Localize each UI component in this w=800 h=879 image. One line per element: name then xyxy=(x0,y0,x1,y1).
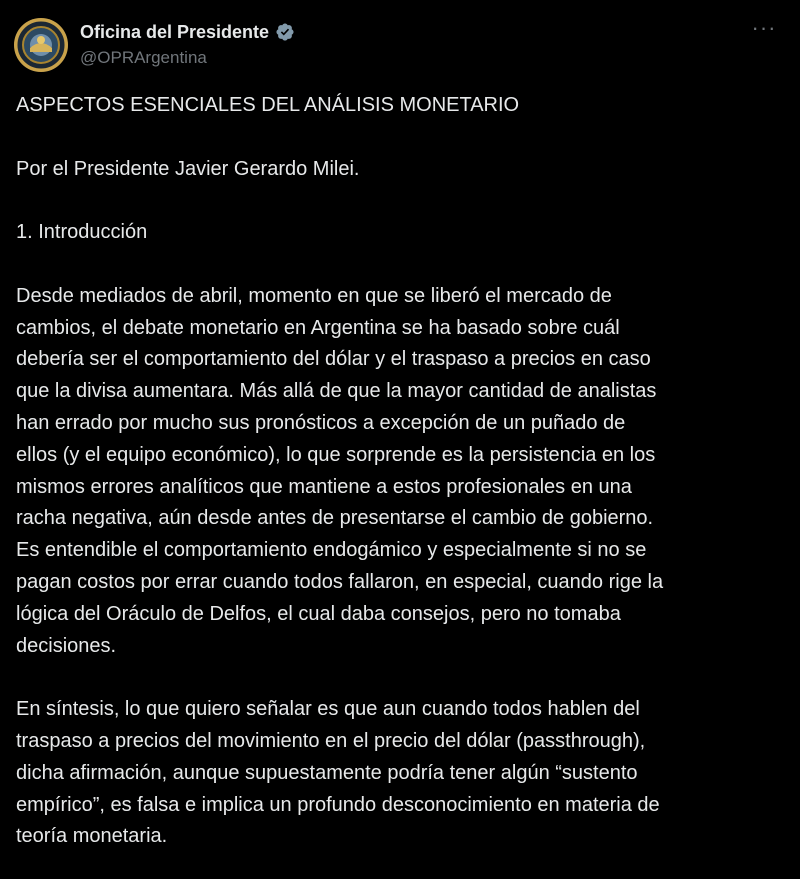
post-text-line: Es entendible el comportamiento endogámico y especialmente si no se xyxy=(16,539,647,562)
post-text-line: mismos errores analíticos que mantiene a estos profesionales en una xyxy=(16,475,632,498)
post-text-line: cambios, el debate monetario en Argentina se ha basado sobre cuál xyxy=(16,316,620,339)
post-text-line: 1. Introducción xyxy=(16,221,148,244)
post-text-line: decisiones. xyxy=(16,634,117,657)
post-text-line: debería ser el comportamiento del dólar y el traspaso a precios en caso xyxy=(16,348,651,371)
post-text-line: ASPECTOS ESENCIALES DEL ANÁLISIS MONETARIO xyxy=(16,94,520,116)
post-text-line: han errado por mucho sus pronósticos a excepción de un puñado de xyxy=(16,411,626,434)
post-text-line: teoría monetaria. xyxy=(16,825,168,848)
post-paragraph xyxy=(16,281,796,663)
post-text-line: que la divisa aumentara. Más allá de que la mayor cantidad de analistas xyxy=(16,380,657,403)
post-text-line: Por el Presidente Javier Gerardo Milei. xyxy=(16,157,360,180)
paragraph-gap xyxy=(16,185,796,217)
post-text-line: traspaso a precios del movimiento en el precio del dólar (passthrough), xyxy=(16,729,646,752)
post-text-line: ellos (y el equipo económico), lo que sorprende es la persistencia en los xyxy=(16,443,656,466)
post-header xyxy=(14,15,786,74)
avatar[interactable] xyxy=(14,18,68,72)
verified-badge-icon xyxy=(275,22,295,42)
seal-icon xyxy=(14,18,68,72)
paragraph-gap xyxy=(16,662,796,694)
post-paragraph xyxy=(16,694,796,853)
paragraph-gap xyxy=(16,122,796,154)
post-text-line: lógica del Oráculo de Delfos, el cual daba consejos, pero no tomaba xyxy=(16,602,621,625)
post-text-line: empírico”, es falsa e implica un profundo desconocimiento en materia de xyxy=(16,793,660,816)
post-text-line: pagan costos por errar cuando todos fallaron, en especial, cuando rige la xyxy=(16,570,664,593)
name-row xyxy=(80,20,295,44)
post-text-line: En síntesis, lo que quiero señalar es que aun cuando todos hablen del xyxy=(16,698,640,721)
post-text-line: Desde mediados de abril, momento en que se liberó el mercado de xyxy=(16,284,612,307)
post-text xyxy=(16,90,796,853)
post-paragraph xyxy=(16,217,796,249)
paragraph-gap xyxy=(16,249,796,281)
more-options-icon[interactable]: ··· xyxy=(751,15,777,40)
post-text-line: dicha afirmación, aunque supuestamente podría tener algún “sustento xyxy=(16,761,638,784)
post-paragraph xyxy=(16,90,796,122)
post-text-line: racha negativa, aún desde antes de presentarse el cambio de gobierno. xyxy=(16,507,654,530)
post-paragraph xyxy=(16,154,796,186)
user-handle[interactable]: @OPRArgentina xyxy=(80,48,207,67)
display-name[interactable]: Oficina del Presidente xyxy=(80,21,270,42)
